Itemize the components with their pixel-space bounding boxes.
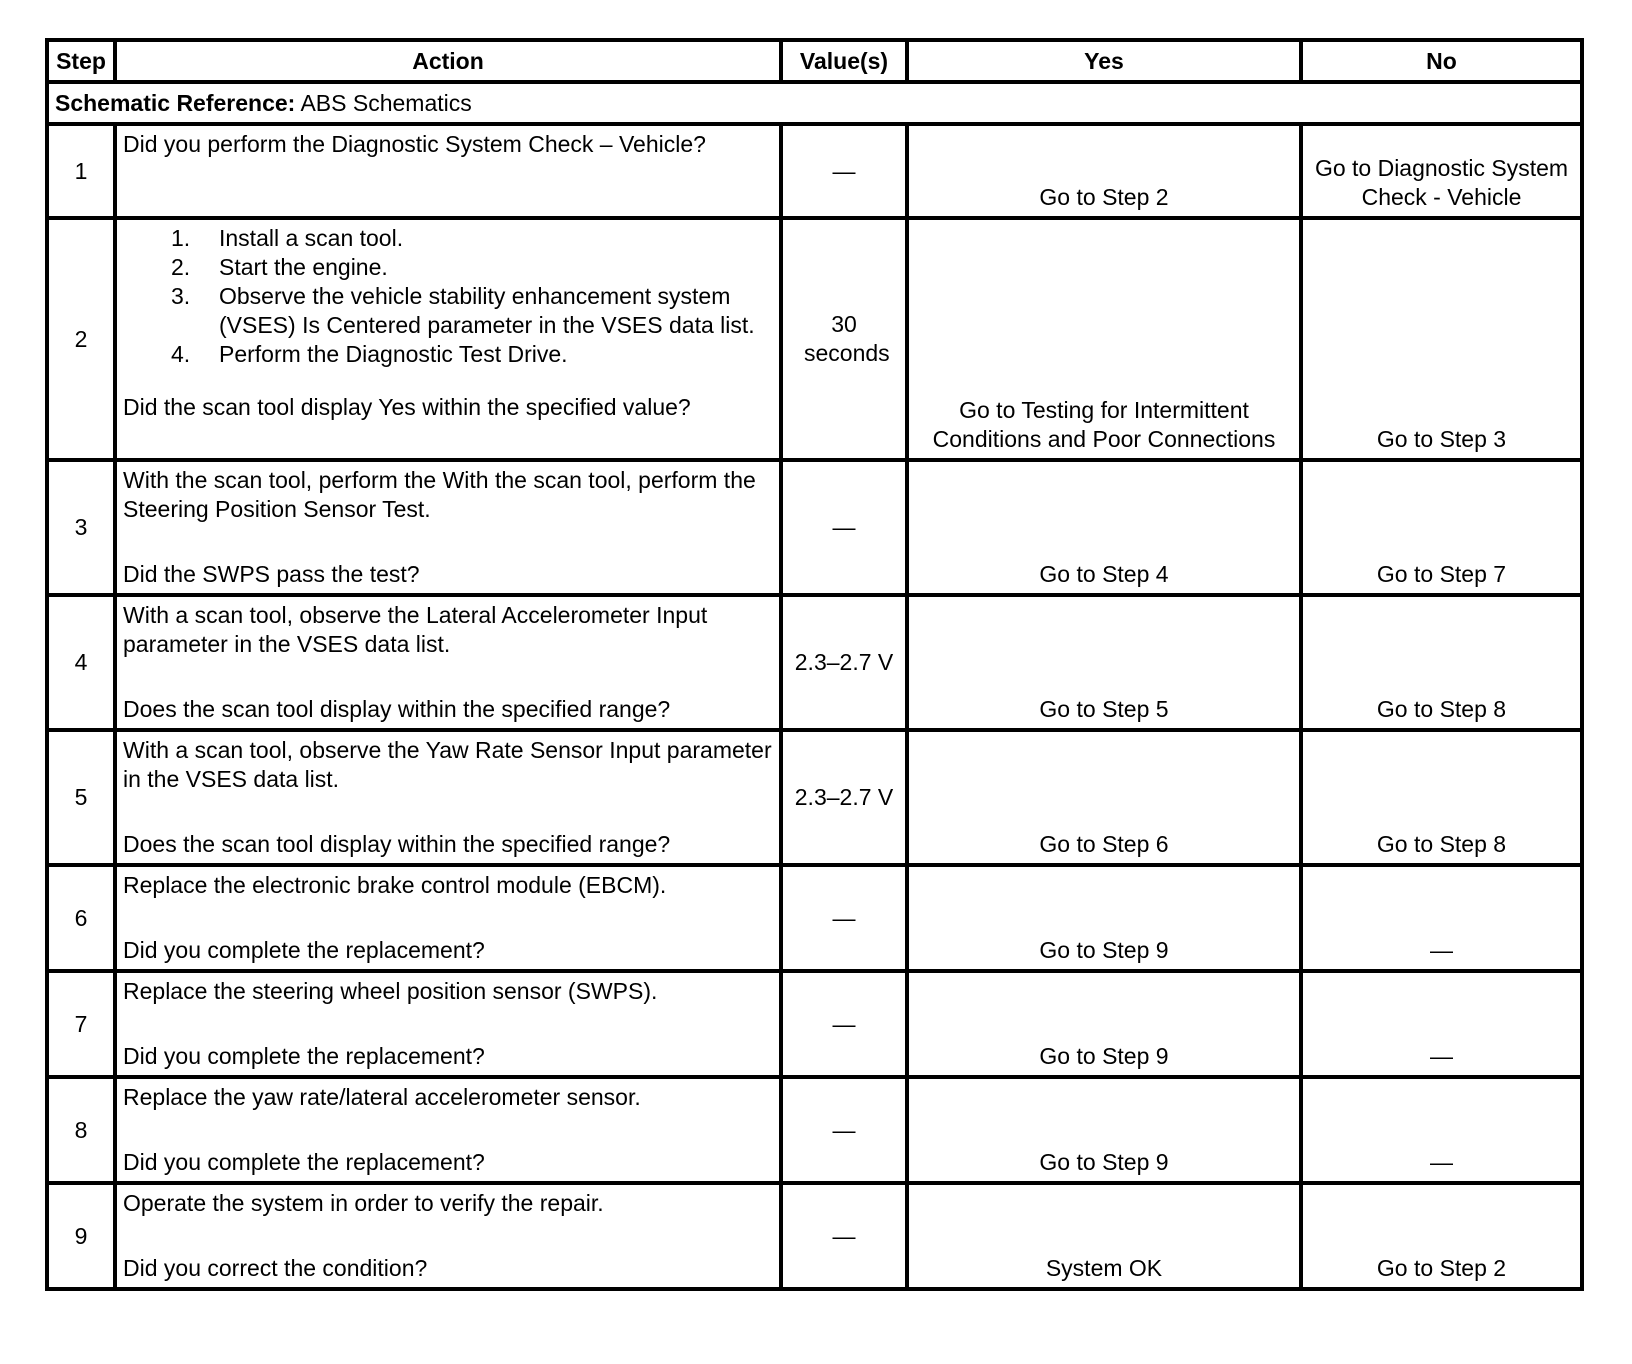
schematic-row	[47, 82, 1582, 124]
yes-cell: Go to Step 6	[907, 730, 1301, 865]
action-cell	[115, 124, 781, 218]
yes-cell: Go to Step 9	[907, 1077, 1301, 1183]
header-value: Value(s)	[781, 40, 907, 82]
no-cell: —	[1301, 971, 1582, 1077]
step-number: 7	[47, 971, 115, 1077]
action-text: Replace the yaw rate/lateral accelerometer sensor.	[123, 1084, 641, 1110]
no-cell: Go to Step 8	[1301, 730, 1582, 865]
action-text: With a scan tool, observe the Yaw Rate Sensor Input parameter in the VSES data list.	[123, 737, 772, 792]
question-text: Did you correct the condition?	[123, 1255, 428, 1281]
table-row	[47, 1077, 1582, 1183]
value-cell: —	[781, 971, 907, 1077]
list-number: 3.	[171, 283, 191, 309]
diagnostic-table	[45, 38, 1584, 1291]
list-item	[123, 340, 773, 369]
action-cell	[115, 730, 781, 865]
value-text: 30 seconds	[804, 311, 890, 366]
list-item	[123, 282, 773, 340]
value-cell: —	[781, 865, 907, 971]
list-text: Observe the vehicle stability enhancement system (VSES) Is Centered parameter in the VSES data list.	[219, 283, 755, 338]
value-cell: —	[781, 124, 907, 218]
action-cell	[115, 1183, 781, 1289]
schematic-value: ABS Schematics	[300, 89, 472, 116]
no-cell: —	[1301, 865, 1582, 971]
table-row	[47, 865, 1582, 971]
list-text: Install a scan tool.	[219, 225, 404, 251]
no-cell: —	[1301, 1077, 1582, 1183]
schematic-reference	[47, 82, 1582, 124]
step-number: 8	[47, 1077, 115, 1183]
step-number: 9	[47, 1183, 115, 1289]
value-cell: —	[781, 460, 907, 595]
action-cell	[115, 460, 781, 595]
yes-cell: Go to Step 4	[907, 460, 1301, 595]
table-row	[47, 460, 1582, 595]
table-row	[47, 730, 1582, 865]
list-number: 1.	[171, 225, 191, 251]
question-text: Did you complete the replacement?	[123, 1149, 485, 1175]
action-text: With the scan tool, perform the With the scan tool, perform the Steering Position Sensor Test.	[123, 467, 756, 522]
step-number: 6	[47, 865, 115, 971]
value-cell	[781, 218, 907, 460]
list-text: Perform the Diagnostic Test Drive.	[219, 341, 568, 367]
header-yes: Yes	[907, 40, 1301, 82]
step-number: 2	[47, 218, 115, 460]
value-cell: —	[781, 1183, 907, 1289]
header-no: No	[1301, 40, 1582, 82]
action-text: Operate the system in order to verify the repair.	[123, 1190, 604, 1216]
no-cell: Go to Step 7	[1301, 460, 1582, 595]
action-text: Replace the electronic brake control module (EBCM).	[123, 872, 667, 898]
yes-cell: Go to Step 5	[907, 595, 1301, 730]
table-row	[47, 595, 1582, 730]
no-cell: Go to Step 3	[1301, 218, 1582, 460]
question-text: Did you complete the replacement?	[123, 937, 485, 963]
question-text: Does the scan tool display within the specified range?	[123, 696, 671, 722]
action-cell	[115, 971, 781, 1077]
list-item	[123, 224, 773, 253]
step-number: 3	[47, 460, 115, 595]
yes-cell: System OK	[907, 1183, 1301, 1289]
yes-cell: Go to Step 9	[907, 865, 1301, 971]
list-text: Start the engine.	[219, 254, 388, 280]
table-row	[47, 124, 1582, 218]
no-cell: Go to Step 2	[1301, 1183, 1582, 1289]
question-text: Did you complete the replacement?	[123, 1043, 485, 1069]
header-step: Step	[47, 40, 115, 82]
action-cell	[115, 595, 781, 730]
value-cell: —	[781, 1077, 907, 1183]
yes-cell: Go to Testing for Intermittent Conditions and Poor Connections	[907, 218, 1301, 460]
question-text: Did the SWPS pass the test?	[123, 561, 420, 587]
list-item	[123, 253, 773, 282]
question-text: Did the scan tool display Yes within the specified value?	[123, 394, 691, 420]
header-row	[47, 40, 1582, 82]
header-action: Action	[115, 40, 781, 82]
yes-cell: Go to Step 2	[907, 124, 1301, 218]
action-cell	[115, 218, 781, 460]
yes-cell: Go to Step 9	[907, 971, 1301, 1077]
table-row	[47, 218, 1582, 460]
list-number: 2.	[171, 254, 191, 280]
action-text: With a scan tool, observe the Lateral Accelerometer Input parameter in the VSES data list.	[123, 602, 708, 657]
question-text: Does the scan tool display within the specified range?	[123, 831, 671, 857]
value-cell: 2.3–2.7 V	[781, 595, 907, 730]
table-row	[47, 1183, 1582, 1289]
schematic-label: Schematic Reference:	[55, 89, 296, 116]
list-number: 4.	[171, 341, 191, 367]
action-cell	[115, 865, 781, 971]
action-text: Replace the steering wheel position sensor (SWPS).	[123, 978, 658, 1004]
step-number: 1	[47, 124, 115, 218]
step-number: 5	[47, 730, 115, 865]
no-cell: Go to Step 8	[1301, 595, 1582, 730]
table-row	[47, 971, 1582, 1077]
action-cell	[115, 1077, 781, 1183]
action-text: Did you perform the Diagnostic System Check – Vehicle?	[123, 131, 706, 157]
no-cell: Go to Diagnostic System Check - Vehicle	[1301, 124, 1582, 218]
instruction-list	[123, 224, 773, 369]
value-cell: 2.3–2.7 V	[781, 730, 907, 865]
step-number: 4	[47, 595, 115, 730]
